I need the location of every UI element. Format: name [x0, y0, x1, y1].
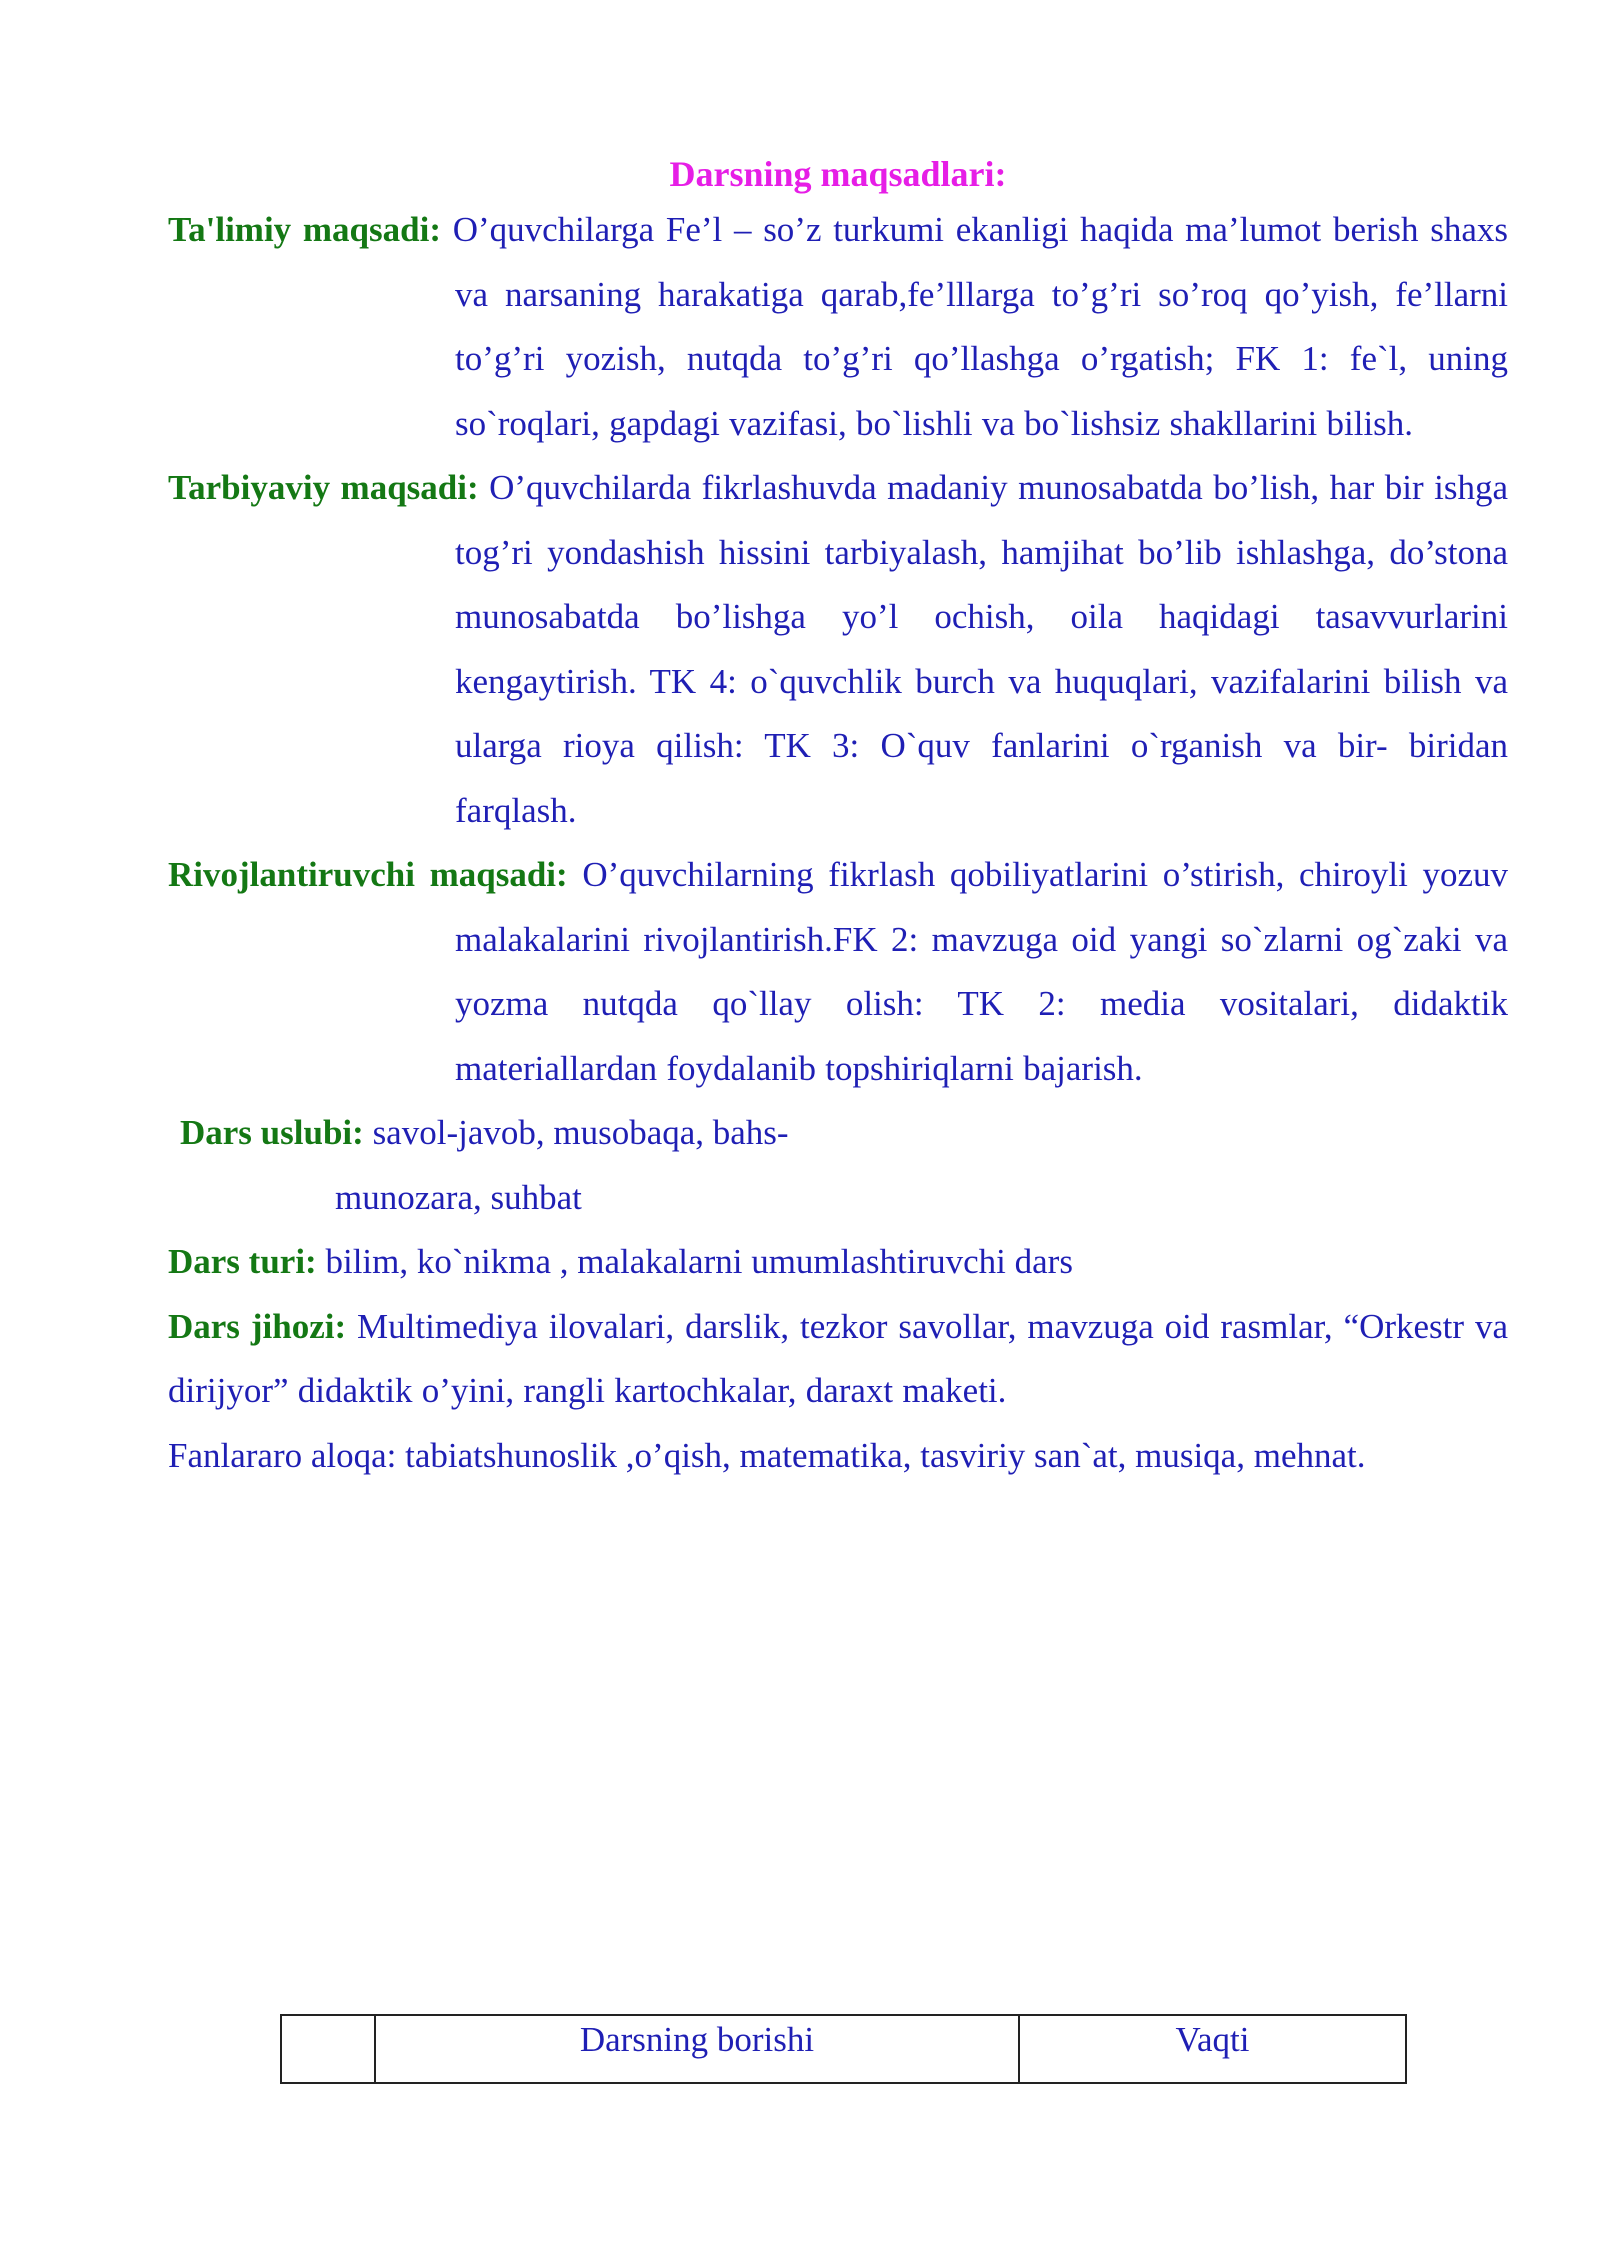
document-page	[168, 150, 1508, 1488]
jihoz-section	[168, 1295, 1508, 1424]
table-row	[281, 2015, 1406, 2083]
fanlararo-section: Fanlararo aloqa: tabiatshunoslik ,o’qish, matematika, tasviriy san`at, musiqa, mehnat.	[168, 1435, 1366, 1475]
lesson-plan-table-wrap	[280, 2014, 1407, 2084]
table-header-vaqti: Vaqti	[1019, 2015, 1406, 2083]
uslub-line1	[180, 1101, 1508, 1166]
rivojlantiruvchi-section	[168, 843, 1508, 1101]
rivojlantiruvchi-text: O’quvchilarning fikrlash qobiliyatlarini o’stirish, chiroyli yozuv malakalarini rivojlantirish.FK 2: mavzuga oid yangi so`zlarni og`zaki va yozma nutqda qo`llay olish: TK 2: media vositalari, didaktik materiallardan foydalanib topshiriqlarni bajarish.	[455, 855, 1508, 1088]
uslub-text-1: savol-javob, musobaqa, bahs-	[363, 1113, 789, 1152]
table-cell-number	[281, 2015, 375, 2083]
lesson-plan-table	[280, 2014, 1407, 2084]
uslub-text-2: munozara, suhbat	[335, 1177, 582, 1217]
uslub-label: Dars uslubi:	[180, 1113, 364, 1152]
turi-section	[168, 1230, 1508, 1295]
talimiy-label: Ta'limiy maqsadi:	[168, 210, 441, 249]
table-header-darsning-borishi: Darsning borishi	[375, 2015, 1019, 2083]
turi-label: Dars turi:	[168, 1242, 317, 1281]
jihoz-label: Dars jihozi:	[168, 1306, 347, 1346]
jihoz-text: Multimediya ilovalari, darslik, tezkor savollar, mavzuga oid rasmlar, “Orkestr va dirijyor” didaktik o’yini, rangli kartochkalar, daraxt maketi.	[168, 1306, 1508, 1410]
page-title: Darsning maqsadlari:	[669, 154, 1007, 194]
rivojlantiruvchi-label: Rivojlantiruvchi maqsadi:	[168, 855, 568, 894]
talimiy-text: O’quvchilarga Fe’l – so’z turkumi ekanligi haqida ma’lumot berish shaxs va narsaning harakatiga qarab,fe’lllarga to’g’ri so’roq qo’yish, fe’llarni to’g’ri yozish, nutqda to’g’ri qo’llashga o’rgatish; FK 1: fe`l, uning so`roqlari, gapdagi vazifasi, bo`lishli va bo`lishsiz shakllarini bilish.	[440, 210, 1508, 443]
tarbiyaviy-label: Tarbiyaviy maqsadi:	[168, 468, 479, 507]
uslub-section	[168, 1101, 1508, 1230]
talimiy-section	[168, 198, 1508, 456]
tarbiyaviy-section	[168, 456, 1508, 843]
turi-text: bilim, ko`nikma , malakalarni umumlashtiruvchi dars	[316, 1242, 1073, 1281]
tarbiyaviy-text: O’quvchilarda fikrlashuvda madaniy munosabatda bo’lish, har bir ishga tog’ri yondashish hissini tarbiyalash, hamjihat bo’lib ishlashga, do’stona munosabatda bo’lishga yo’l ochish, oila haqidagi tasavvurlarini kengaytirish. TK 4: o`quvchlik burch va huquqlari, vazifalarini bilish va ularga rioya qilish: TK 3: O`quv fanlarini o`rganish va bir- biridan farqlash.	[455, 468, 1508, 830]
